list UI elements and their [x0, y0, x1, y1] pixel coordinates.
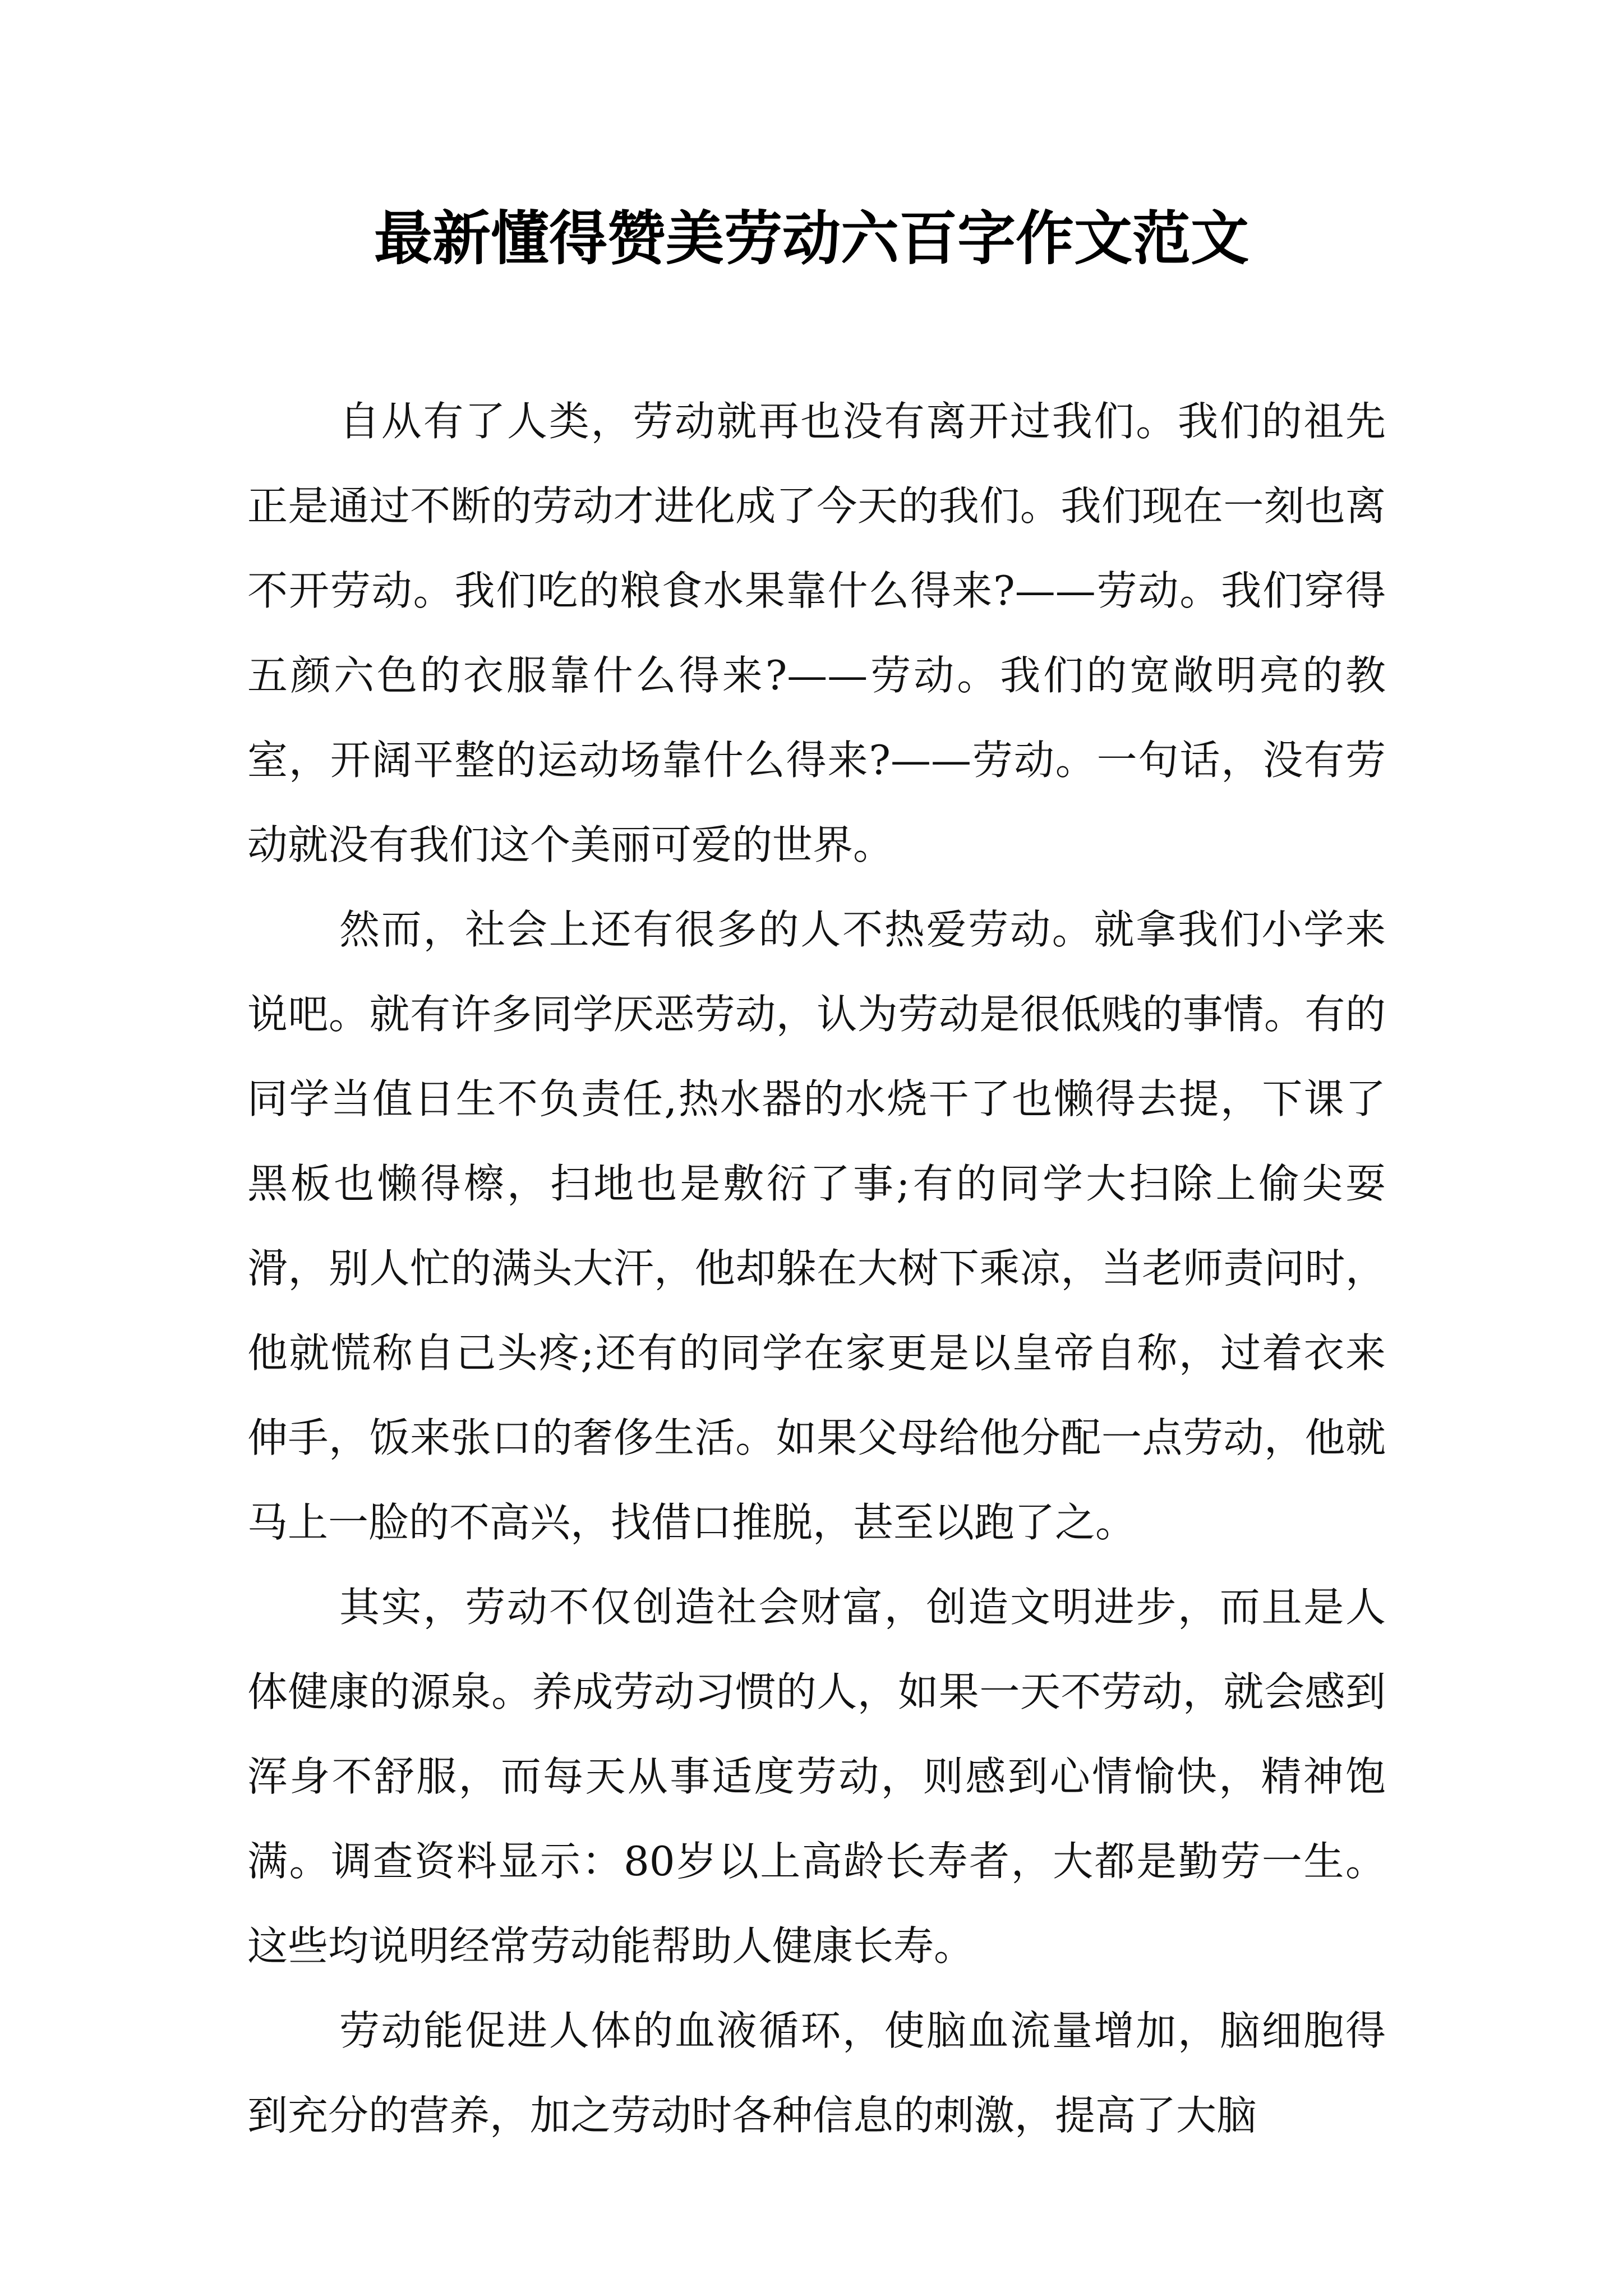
document-title: 最新懂得赞美劳动六百字作文范文 — [374, 204, 1249, 273]
paragraph-2: 然而，社会上还有很多的人不热爱劳动。就拿我们小学来说吧。就有许多同学厌恶劳动，认为劳动是很低贱的事情。有的同学当值日生不负责任,热水器的水烧干了也懒得去提，下课了黑板也懒得檫，扫地也是敷衍了事;有的同学大扫除上偷尖耍滑，别人忙的满头大汗，他却躲在大树下乘凉，当老师责问时，他就慌称自己头疼;还有的同学在家更是以皇帝自称，过着衣来伸手，饭来张口的奢侈生活。如果父母给他分配一点劳动，他就马上一脸的不高兴，找借口推脱，甚至以跑了之。 — [247, 906, 1386, 1546]
document-body — [247, 379, 1386, 2158]
paragraph-1: 自从有了人类，劳动就再也没有离开过我们。我们的祖先正是通过不断的劳动才进化成了今天的我们。我们现在一刻也离不开劳动。我们吃的粮食水果靠什么得来?——劳动。我们穿得五颜六色的衣服靠什么得来?——劳动。我们的宽敞明亮的教室，开阔平整的运动场靠什么得来?——劳动。一句话，没有劳动就没有我们这个美丽可爱的世界。 — [247, 398, 1386, 868]
paragraph-3: 其实，劳动不仅创造社会财富，创造文明进步，而且是人体健康的源泉。养成劳动习惯的人，如果一天不劳动，就会感到浑身不舒服，而每天从事适度劳动，则感到心情愉快，精神饱满。调查资料显示：80岁以上高龄长寿者，大都是勤劳一生。这些均说明经常劳动能帮助人健康长寿。 — [247, 1584, 1386, 1970]
paragraph-4: 劳动能促进人体的血液循环，使脑血流量增加，脑细胞得到充分的营养，加之劳动时各种信息的刺激，提高了大脑 — [247, 2007, 1386, 2139]
